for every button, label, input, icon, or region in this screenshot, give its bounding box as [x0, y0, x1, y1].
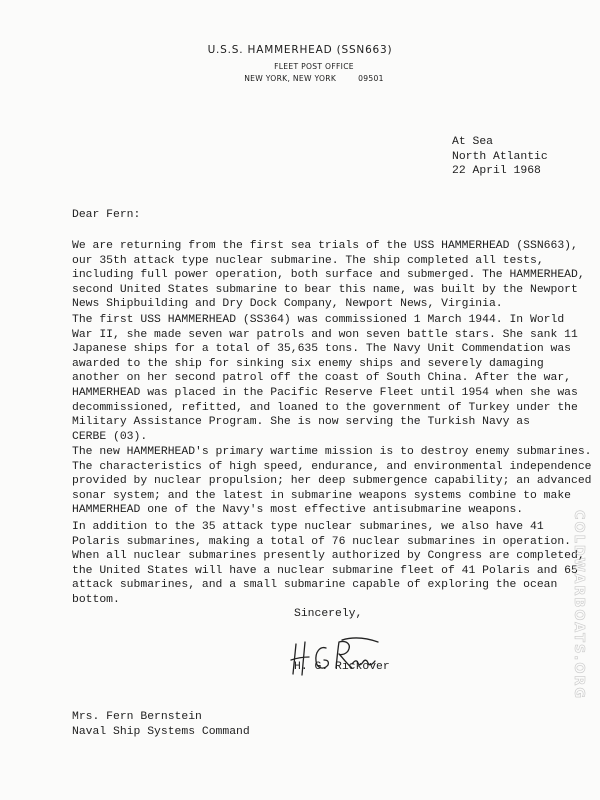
letterhead-post-office: FLEET POST OFFICE [274, 62, 354, 71]
letterhead-address [14, 74, 600, 83]
paragraph-line: second United States submarine to bear this name, was built by the Newport [72, 283, 578, 296]
paragraph-line: HAMMERHEAD was placed in the Pacific Reserve Fleet until 1954 when she was [72, 386, 578, 399]
paragraph-line: The first USS HAMMERHEAD (SS364) was commissioned 1 March 1944. In World [72, 314, 565, 326]
paragraph-line: Japanese ships for a total of 35,635 tons. The Navy Unit Commendation was [72, 343, 571, 356]
paragraph-4 [72, 520, 585, 608]
signer-name: H. G. Rickover [294, 661, 390, 673]
paragraph-line: War II, she made seven war patrols and won seven battle stars. She sank 11 [72, 328, 578, 341]
paragraph-line: In addition to the 35 attack type nuclear submarines, we also have 41 [72, 521, 544, 533]
place-line: North Atlantic [452, 150, 548, 163]
paragraph-line: including full power operation, both surface and submerged. The HAMMERHEAD, [72, 269, 585, 282]
letterhead-title: U.S.S. HAMMERHEAD (SSN663) [207, 44, 393, 56]
paragraph-line: provided by nuclear propulsion; her deep submergence capability; an advanced [72, 475, 592, 488]
salutation: Dear Fern: [72, 209, 141, 221]
addressee-block [72, 710, 250, 739]
paragraph-line: We are returning from the first sea trials of the USS HAMMERHEAD (SSN663), [72, 240, 578, 252]
paragraph-line: attack submarines, and a small submarine capable of exploring the ocean [72, 579, 558, 592]
addressee-name: Mrs. Fern Bernstein [72, 711, 202, 723]
paragraph-line: The characteristics of high speed, endurance, and environmental independence [72, 460, 592, 473]
paragraph-line: When all nuclear submarines presently authorized by Congress are completed, [72, 550, 585, 563]
paragraph-1 [72, 239, 585, 312]
closing: Sincerely, [294, 608, 363, 620]
letterhead-city: NEW YORK, NEW YORK [244, 74, 337, 83]
paragraph-3 [72, 445, 592, 518]
paragraph-line: CERBE (03). [72, 430, 148, 443]
paragraph-line: the United States will have a nuclear submarine fleet of 41 Polaris and 65 [72, 564, 578, 577]
paragraph-line: Military Assistance Program. She is now serving the Turkish Navy as [72, 416, 530, 429]
paragraph-line: Polaris submarines, making a total of 76 nuclear submarines in operation. [72, 535, 571, 548]
paragraph-line: bottom. [72, 593, 120, 606]
paragraph-line: The new HAMMERHEAD's primary wartime mission is to destroy enemy submarines. [72, 446, 592, 458]
paragraph-line: awarded to the ship for sinking six enemy ships and severely damaging [72, 357, 544, 370]
place-line: At Sea [452, 136, 494, 148]
watermark: COLDWARBOATS.ORG [571, 510, 586, 701]
addressee-office: Naval Ship Systems Command [72, 725, 250, 738]
paragraph-line: News Shipbuilding and Dry Dock Company, Newport News, Virginia. [72, 298, 503, 311]
paragraph-line: our 35th attack type nuclear submarine. The ship completed all tests, [72, 254, 544, 267]
paragraph-line: sonar system; and the latest in submarine weapons systems combine to make [72, 489, 571, 502]
paragraph-line: decommissioned, refitted, and loaned to the government of Turkey under the [72, 401, 578, 414]
date-line: 22 April 1968 [452, 165, 541, 178]
place-date-block [452, 135, 548, 179]
letterhead-zip: 09501 [358, 74, 384, 83]
paragraph-line: another on her second patrol off the coast of South China. After the war, [72, 372, 571, 385]
paragraph-2 [72, 313, 578, 444]
paragraph-line: HAMMERHEAD one of the Navy's most effective antisubmarine weapons. [72, 504, 524, 517]
